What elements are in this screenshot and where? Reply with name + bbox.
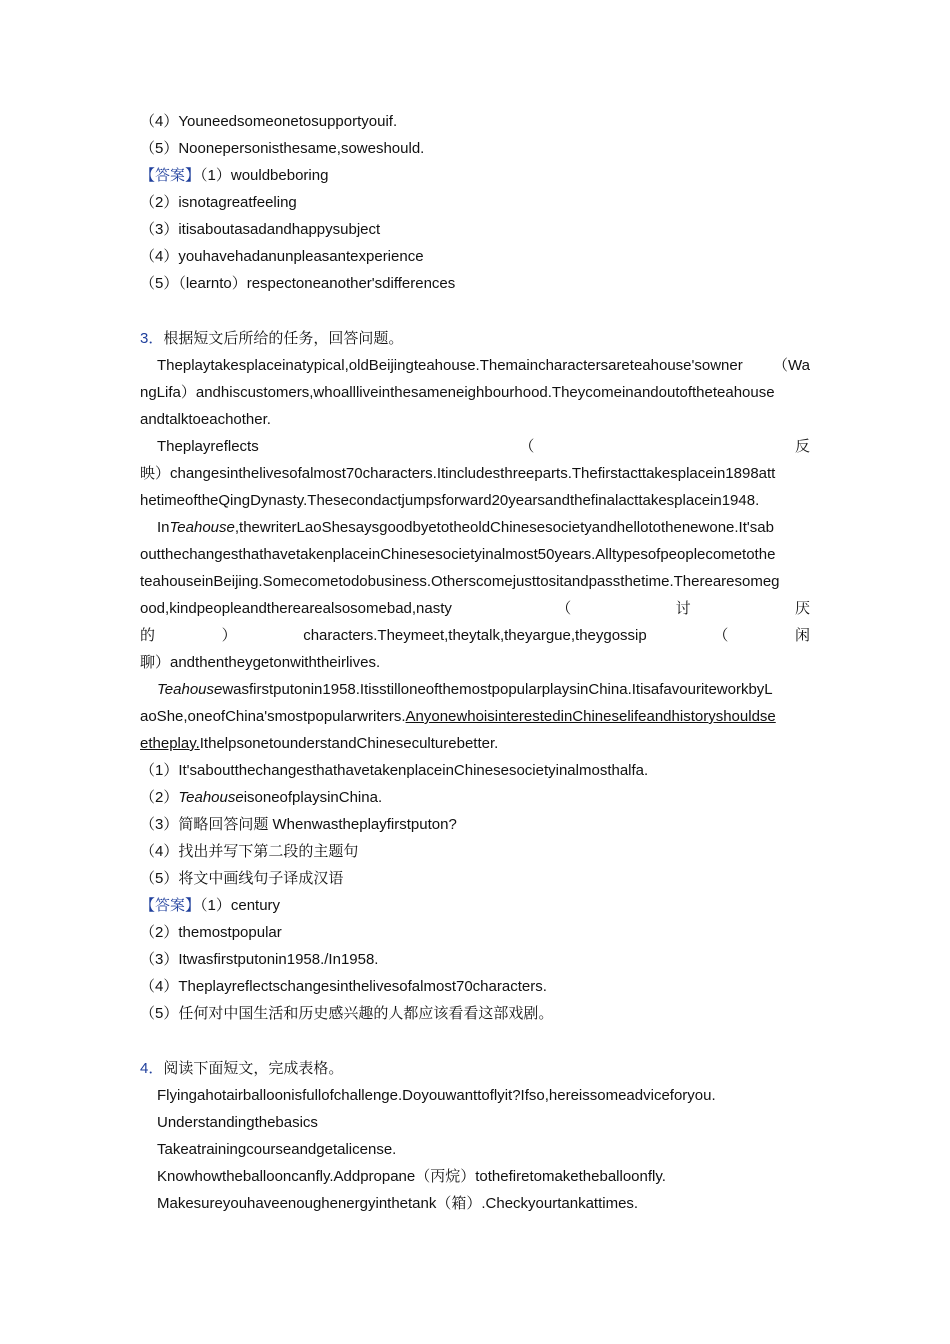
q3-p4-text: wasfirstputonin1958.ItisstilloneofthemostpopularplaysinChina.ItisafavouriteworkbyL xyxy=(222,681,773,698)
q3-task-2-text: isoneofplaysinChina. xyxy=(243,789,383,806)
q4-line-2: Understandingthebasics xyxy=(157,1114,318,1131)
q3-p3-gloss-d: 闲 xyxy=(794,627,810,644)
q3-p2-line3: hetimeoftheQingDynasty.Thesecondactjumpsforward20yearsandthefinalacttakesplacein1948. xyxy=(140,492,760,509)
q3-p3-bracket-2: （ xyxy=(713,627,729,644)
q3-p2-line1 xyxy=(140,433,810,460)
q2-item-4: （4）Youneedsomeonetosupportyouif. xyxy=(140,113,398,130)
q3-p3-text-b: ,thewriterLaoShesaysgoodbyetotheoldChinesesocietyandhellotothenewone.It'sab xyxy=(234,519,774,536)
q3-answer-5: （5）任何对中国生活和历史感兴趣的人都应该看看这部戏剧。 xyxy=(140,1005,554,1022)
q3-answer-4: （4）Theplayreflectschangesinthelivesofalmost70characters. xyxy=(140,978,547,995)
q3-p2-gloss: 反 xyxy=(794,438,810,455)
q2-answer-line xyxy=(140,162,810,189)
q2-answer-4: （4）youhavehadanunpleasantexperience xyxy=(140,248,424,265)
q3-p3-gloss-a: 讨 xyxy=(675,600,691,617)
q2-item-5: （5）Noonepersonisthesame,soweshould. xyxy=(140,140,425,157)
q3-task-5: （5）将文中画线句子译成汉语 xyxy=(140,870,344,887)
q3-number: 3． xyxy=(140,330,164,347)
q3-p3-gloss-b: 厌 xyxy=(794,600,810,617)
q3-p1-line1 xyxy=(140,352,810,379)
q3-p3-text-c: ood,kindpeopleandtherearealsosomebad,nasty xyxy=(140,600,452,617)
q3-p1-line3: andtalktoeachother. xyxy=(140,411,271,428)
q3-p2-bracket: （ xyxy=(519,438,535,455)
q3-p3-line3: teahouseinBeijing.Somecometodobusiness.Otherscomejusttositandpassthetime.Therearesomeg xyxy=(140,573,780,590)
q3-p3-bracket: （ xyxy=(556,600,572,617)
q3-answer-2: （2）themostpopular xyxy=(140,924,282,941)
q3-underlined-sentence-end: etheplay. xyxy=(140,735,200,752)
answer-tag: 【答案】 xyxy=(140,897,201,914)
q3-p1-text: Theplaytakesplaceinatypical,oldBeijingteahouse.Themaincharactersareteahouse'sowner xyxy=(157,357,743,374)
q3-answer-1: （1）century xyxy=(200,897,281,914)
q3-p1-text-end: （Wa xyxy=(773,357,810,374)
q3-p3-line4 xyxy=(140,595,810,622)
q3-p2-text: Theplayreflects xyxy=(157,438,259,455)
q3-p3-text-a: In xyxy=(157,519,170,536)
q3-underlined-sentence: AnyonewhoisinterestedinChineselifeandhistoryshouldse xyxy=(405,708,776,725)
q3-p2-line2: 映）changesinthelivesofalmost70characters.Itincludesthreeparts.Thefirstacttakesplacein1898att xyxy=(140,465,776,482)
q3-title: 根据短文后所给的任务，回答问题。 xyxy=(163,330,404,347)
q4-line-1: Flyingahotairballoonisfullofchallenge.Doyouwanttoflyit?Ifso,hereissomeadviceforyou. xyxy=(157,1087,716,1104)
q2-answer-5: （5）（learnto）respectoneanother'sdifferences xyxy=(140,275,456,292)
q3-p3-line6: 聊）andthentheygetonwiththeirlives. xyxy=(140,654,381,671)
q3-p4-line3 xyxy=(140,730,810,757)
q3-p3-gloss-c: 的 xyxy=(140,627,156,644)
q2-answer-1: （1）wouldbeboring xyxy=(200,167,329,184)
q3-p1-line2: ngLifa）andhiscustomers,whoallliveinthesameneighbourhood.Theycomeinandoutoftheteahouse xyxy=(140,384,775,401)
q3-task-2-italic: Teahouse xyxy=(178,789,244,806)
q3-p3-bracket-close: ） xyxy=(221,627,237,644)
q3-answer-3: （3）Itwasfirstputonin1958./In1958. xyxy=(140,951,379,968)
q3-answer-line xyxy=(140,892,810,919)
q2-answer-3: （3）itisaboutasadandhappysubject xyxy=(140,221,381,238)
q3-p4-text-b: aoShe,oneofChina'smostpopularwriters. xyxy=(140,708,406,725)
q3-p3-line5 xyxy=(140,622,810,649)
q3-task-2-num: （2） xyxy=(140,789,179,806)
q3-p4-line2 xyxy=(140,703,810,730)
q4-line-5: Makesureyouhaveenoughenergyinthetank（箱）.Checkyourtankattimes. xyxy=(157,1195,639,1212)
q3-p3-title-italic: Teahouse xyxy=(169,519,235,536)
q4-title: 阅读下面短文，完成表格。 xyxy=(163,1060,344,1077)
q2-answer-2: （2）isnotagreatfeeling xyxy=(140,194,297,211)
document-page xyxy=(140,108,810,1217)
q3-task-1: （1）It'sabout​thechangesthathavetakenplaceinChinesesocietyinalmosthalfa. xyxy=(140,762,649,779)
q3-p4-title-italic: Teahouse xyxy=(157,681,223,698)
q4-line-3: Takeatrainingcourseandgetalicense. xyxy=(157,1141,397,1158)
q3-p3-line1 xyxy=(140,514,810,541)
q3-task-3: （3）简略回答问题 Whenwastheplayfirstputon? xyxy=(140,816,457,833)
q3-task-2 xyxy=(140,784,810,811)
q4-heading xyxy=(140,1055,810,1082)
q4-line-4: Knowhowtheballooncanfly.Addpropane（丙烷）tothefiretomaketheballoonfly. xyxy=(157,1168,666,1185)
q3-task-4: （4）找出并写下第二段的主题句 xyxy=(140,843,359,860)
q3-p3-text-d: characters.Theymeet,theytalk,theyargue,theygossip xyxy=(303,627,647,644)
q3-p3-line2: outthechangesthathavetakenplaceinChinesesocietyinalmost50years.Alltypesofpeoplecometothe xyxy=(140,546,776,563)
q4-number: 4． xyxy=(140,1060,164,1077)
answer-tag: 【答案】 xyxy=(140,167,201,184)
q3-p4-text-c: IthelpsonetounderstandChineseculturebetter. xyxy=(199,735,499,752)
q3-heading xyxy=(140,325,810,352)
q3-p4-line1 xyxy=(140,676,810,703)
